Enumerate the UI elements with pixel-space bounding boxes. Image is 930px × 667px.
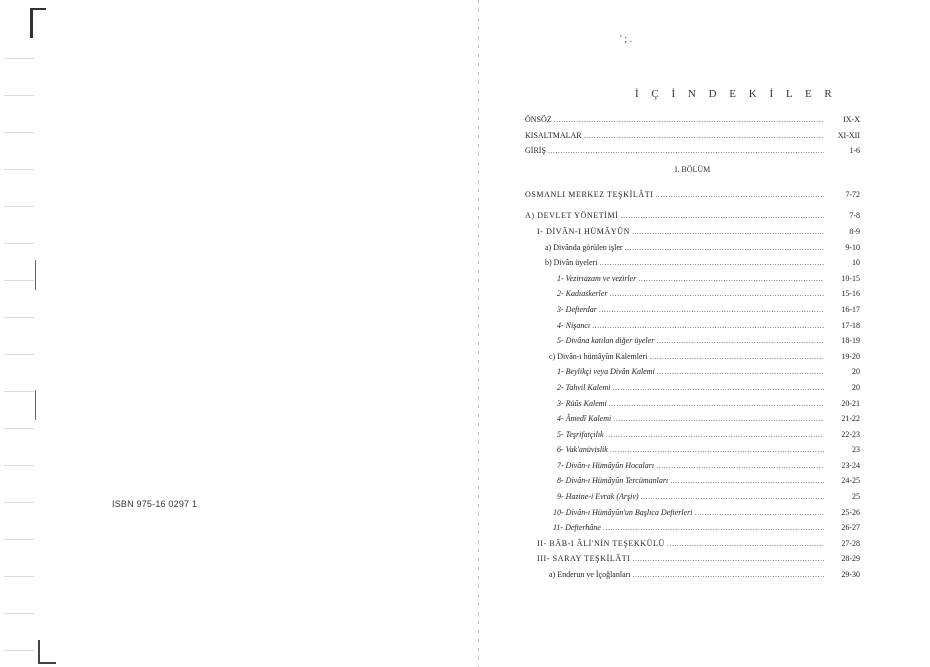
- toc-entry-label: a) Enderun ve İçoğlanları: [549, 570, 631, 580]
- toc-entry-label: b) Divân üyeleri: [545, 258, 598, 268]
- dot-leader: [638, 271, 824, 287]
- dot-leader: [612, 380, 824, 396]
- toc-entry: [525, 318, 860, 334]
- toc-page-number: 16-17: [841, 304, 860, 314]
- dot-leader: [613, 411, 824, 427]
- dot-leader: [656, 333, 824, 349]
- dot-leader: [667, 536, 824, 552]
- dot-leader: [610, 442, 824, 458]
- dot-leader: [625, 240, 824, 256]
- toc-entry: [525, 143, 860, 159]
- toc-page-number: 8-9: [849, 226, 860, 236]
- toc-page-number: 15-16: [841, 289, 860, 299]
- dot-leader: [694, 505, 824, 521]
- toc-title: İ Ç İ N D E K İ L E R: [635, 88, 837, 100]
- toc-entry: [525, 520, 860, 536]
- dot-leader: [548, 143, 824, 159]
- toc-entry: [525, 551, 860, 567]
- toc-page-number: 7-8: [849, 211, 860, 221]
- toc-page-number: IX-X: [843, 115, 860, 124]
- toc-page-number: 20: [852, 367, 860, 377]
- toc-entry: [525, 128, 860, 144]
- toc-page-number: 9-10: [845, 242, 860, 252]
- toc-entry: [525, 333, 860, 349]
- toc-entry: [525, 396, 860, 412]
- toc-entries: [525, 187, 860, 583]
- toc-entry-label: III- SARAY TEŞKİLÂTI: [537, 554, 631, 564]
- toc-page-number: 23: [852, 445, 860, 455]
- toc-entry-label: KISALTMALAR: [525, 130, 582, 140]
- toc-page-number: 20: [852, 382, 860, 392]
- toc-entry-label: 3- Rüûs Kalemi: [557, 398, 607, 408]
- dot-leader: [609, 286, 824, 302]
- toc-entry-label: GİRİŞ: [525, 146, 546, 156]
- toc-page-number: 27-28: [841, 538, 860, 548]
- toc-entry: [525, 255, 860, 271]
- toc-entry: [525, 187, 860, 203]
- toc-entry-label: 4- Âmedî Kalemi: [557, 414, 612, 424]
- toc-entry: [525, 240, 860, 256]
- toc-entry: [525, 349, 860, 365]
- toc-entry-label: 2- Tahvil Kalemi: [557, 382, 611, 392]
- dot-leader: [633, 567, 824, 583]
- dot-leader: [649, 349, 824, 365]
- dot-leader: [655, 187, 824, 203]
- dot-leader: [584, 128, 824, 144]
- toc-page-number: 28-29: [841, 554, 860, 564]
- toc-page-number: 22-23: [841, 429, 860, 439]
- dot-leader: [670, 473, 824, 489]
- toc-entry-label: 1- Beylikçi veya Divân Kalemi: [557, 367, 655, 377]
- toc-entry-label: c) Divân-ı hümâyûn Kalemleri: [549, 351, 648, 361]
- dot-leader: [606, 427, 824, 443]
- toc-entry: [525, 489, 860, 505]
- toc-page-number: XI-XII: [837, 130, 860, 140]
- toc-page-number: 1-6: [849, 146, 860, 156]
- toc-entry-label: 9- Hazine-i Evrak (Arşiv): [557, 492, 639, 502]
- toc-page-number: 29-30: [841, 570, 860, 580]
- toc-entry-label: 11- Defterhâne: [553, 523, 601, 533]
- toc-entry: [525, 411, 860, 427]
- toc-entry: [525, 380, 860, 396]
- toc-entry: [525, 458, 860, 474]
- dot-leader: [599, 255, 824, 271]
- dot-leader: [599, 302, 824, 318]
- toc-entry: [525, 567, 860, 583]
- toc-entry-label: 5- Teşrifatçılık: [557, 429, 604, 439]
- dot-leader: [592, 318, 824, 334]
- dot-leader: [657, 364, 824, 380]
- toc-entry-label: II- BÂB-I ÂLİ'NİN TEŞEKKÜLÜ: [537, 538, 665, 548]
- toc-page-number: 17-18: [841, 320, 860, 330]
- page-edge-shadow: [4, 40, 34, 660]
- dot-leader: [609, 396, 824, 412]
- toc-page-number: 7-72: [845, 189, 860, 199]
- toc-page-number: 21-22: [841, 414, 860, 424]
- toc-page-number: 25: [852, 492, 860, 502]
- toc-entry: [525, 302, 860, 318]
- toc-entry-label: 6- Vak'anüvislik: [557, 445, 608, 455]
- crop-mark-top-horizontal: [30, 8, 46, 10]
- toc-entry: [525, 536, 860, 552]
- toc-entry-label: ÖNSÖZ: [525, 115, 552, 124]
- toc-entry-label: I- DİVÂN-I HÜMÂYÛN: [537, 226, 631, 236]
- crop-mark-top: [30, 8, 33, 38]
- toc-entry: [525, 505, 860, 521]
- toc-entry: [525, 208, 860, 224]
- toc-entry: [525, 286, 860, 302]
- isbn-number: ISBN 975-16 0297 1: [112, 499, 198, 509]
- toc-entry-label: 4- Nişancı: [557, 320, 591, 330]
- dot-leader: [641, 489, 824, 505]
- toc-entry-label: OSMANLI MERKEZ TEŞKİLÂTI: [525, 189, 654, 199]
- dot-leader: [632, 551, 824, 567]
- scan-specks: ' ; .: [620, 34, 633, 45]
- toc-page-number: 10: [852, 258, 860, 268]
- toc-entry: [525, 427, 860, 443]
- dot-leader: [603, 520, 824, 536]
- dot-leader: [656, 458, 824, 474]
- toc-page-number: 18-19: [841, 336, 860, 346]
- toc-page-number: 19-20: [841, 351, 860, 361]
- toc-entry: [525, 442, 860, 458]
- toc-entry: [525, 112, 860, 128]
- toc-entry-label: 3- Defterdar: [557, 304, 597, 314]
- toc-entry-label: 7- Divân-ı Hümâyûn Hocaları: [557, 460, 655, 470]
- front-matter-list: [525, 112, 860, 159]
- toc-entry: [525, 224, 860, 240]
- dot-leader: [554, 112, 824, 128]
- edge-tick: [35, 390, 36, 420]
- dot-leader: [632, 224, 824, 240]
- toc-entry: [525, 473, 860, 489]
- part-heading: I. BÖLÜM: [674, 164, 711, 174]
- table-of-contents: [525, 112, 860, 583]
- toc-entry-label: 1- Vezirıazam ve vezirler: [557, 273, 637, 283]
- toc-entry-label: 5- Divâna katılan diğer üyeler: [557, 336, 655, 346]
- toc-page-number: 24-25: [841, 476, 860, 486]
- toc-entry-label: 2- Kadıaskerler: [557, 289, 608, 299]
- toc-entry-label: 8- Divân-ı Hümâyûn Tercümanları: [557, 476, 669, 486]
- toc-page-number: 23-24: [841, 460, 860, 470]
- crop-mark-bottom-horizontal: [38, 662, 56, 664]
- edge-tick: [35, 260, 36, 290]
- toc-entry-label: a) Divânda görülen işler: [545, 242, 623, 252]
- toc-entry: [525, 271, 860, 287]
- toc-page-number: 25-26: [841, 507, 860, 517]
- toc-page-number: 26-27: [841, 523, 860, 533]
- dot-leader: [620, 208, 824, 224]
- toc-page-number: 20-21: [841, 398, 860, 408]
- toc-entry-label: 10- Divân-ı Hümâyûn'un Başlıca Defterleri: [553, 507, 693, 517]
- toc-page-number: 10-15: [841, 273, 860, 283]
- toc-entry-label: A) DEVLET YÖNETİMİ: [525, 211, 619, 221]
- crop-mark-bottom: [38, 640, 40, 664]
- toc-entry: [525, 364, 860, 380]
